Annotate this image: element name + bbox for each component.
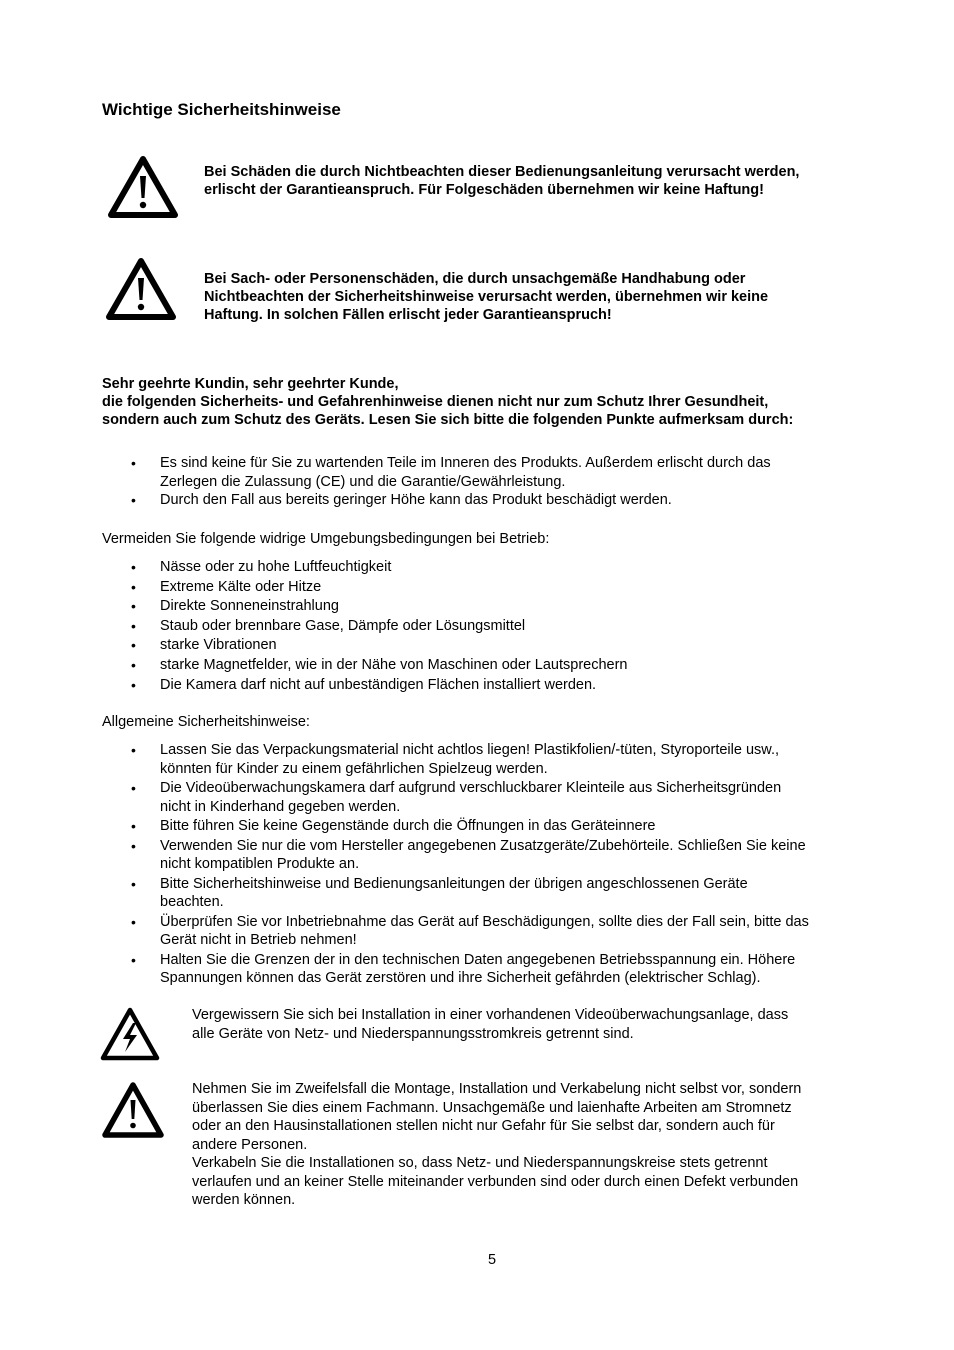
warning-2-line: Haftung. In solchen Fällen erlischt jeder Garantieanspruch! [204,307,612,323]
general-heading: Allgemeine Sicherheitshinweise: [102,714,310,730]
expert-note-line: überlassen Sie dies einem Fachmann. Unsachgemäße und laienhafte Arbeiten am Stromnetz [192,1099,792,1116]
list-item-text: Gerät nicht in Betrieb nehmen! [160,932,357,948]
list-item-text: beachten. [160,894,224,910]
list-item [102,913,902,950]
warning-text-2 [204,270,768,324]
high-voltage-icon [99,1006,161,1062]
warning-2-line: Nichtbeachten der Sicherheitshinweise verursacht werden, übernehmen wir keine [204,289,769,305]
warning-text-1 [204,163,799,199]
list-item-text: • Verwenden Sie nur die vom Hersteller angegebenen Zusatzgeräte/Zubehörteile. Schließen Sie keine [160,837,806,854]
expert-note-line: Nehmen Sie im Zweifelsfall die Montage, Installation und Verkabelung nicht selbst vor, sondern [192,1081,802,1097]
warning-triangle-icon [101,1080,165,1140]
list-item [102,875,902,912]
list-item: • starke Magnetfelder, wie in der Nähe von Maschinen oder Lautsprechern [102,656,902,676]
intro-paragraph [102,375,793,429]
environment-heading: Vermeiden Sie folgende widrige Umgebungsbedingungen bei Betrieb: [102,531,550,547]
list-item-text: • Bitte Sicherheitshinweise und Bedienungsanleitungen der übrigen angeschlossenen Geräte [160,875,748,892]
expert-note [192,1080,801,1210]
intro-line: Sehr geehrte Kundin, sehr geehrter Kunde, [102,376,399,392]
list-item: • Extreme Kälte oder Hitze [102,578,902,598]
list-item-text: könnten für Kinder zu einem gefährlichen Spielzeug werden. [160,760,548,777]
list-item-text: • Bitte führen Sie keine Gegenstände durch die Öffnungen in das Geräteinnere [160,818,656,834]
page-title: Wichtige Sicherheitshinweise [102,100,341,119]
list-item: • starke Vibrationen [102,636,902,656]
warning-triangle-icon [107,154,179,220]
expert-note-line: verlaufen und an keiner Stelle miteinander verbunden sind oder durch einen Defekt verbunden [192,1173,799,1190]
list-item: • Die Kamera darf nicht auf unbeständigen Flächen installiert werden. [102,676,902,696]
list-item-text: • Überprüfen Sie vor Inbetriebnahme das Gerät auf Beschädigungen, sollte dies der Fall sein, bitte das [160,913,809,930]
list-item: • Direkte Sonneneinstrahlung [102,597,902,617]
intro-line: die folgenden Sicherheits- und Gefahrenhinweise dienen nicht nur zum Schutz Ihrer Gesundheit, [102,394,769,410]
list-item-text: • Es sind keine für Sie zu wartenden Teile im Inneren des Produkts. Außerdem erlischt durch das [160,455,771,471]
warning-triangle-icon [105,256,177,322]
page-number: 5 [487,1252,497,1268]
list-item: • Nässe oder zu hohe Luftfeuchtigkeit [102,558,902,578]
electric-note [192,1006,788,1043]
list-item [102,741,902,778]
electric-note-line: Vergewissern Sie sich bei Installation in einer vorhandenen Videoüberwachungsanlage, dass [192,1007,789,1023]
list-item-text: • Lassen Sie das Verpackungsmaterial nicht achtlos liegen! Plastikfolien/-tüten, Styroporteile usw., [160,742,780,758]
general-safety-list [102,741,902,988]
electric-note-line: alle Geräte von Netz- und Niederspannungsstromkreis getrennt sind. [192,1025,634,1042]
warning-1-line: Bei Schäden die durch Nichtbeachten dieser Bedienungsanleitung verursacht werden, [204,164,800,180]
expert-note-line: oder an den Hausinstallationen stellen nicht nur Gefahr für Sie selbst dar, sondern auch für [192,1118,775,1134]
product-notes-list [102,454,902,510]
list-item-text: • Durch den Fall aus bereits geringer Höhe kann das Produkt beschädigt werden. [160,492,672,508]
warning-2-line: Bei Sach- oder Personenschäden, die durch unsachgemäße Handhabung oder [204,271,746,287]
list-item [102,454,902,491]
list-item [102,837,902,874]
environment-list [102,558,902,695]
expert-note-line: andere Personen. [192,1136,308,1153]
expert-note-line: werden können. [192,1192,296,1208]
list-item-text: nicht kompatiblen Produkte an. [160,856,360,872]
list-item-text: • Halten Sie die Grenzen der in den technischen Daten angegebenen Betriebsspannung ein. Höhere [160,951,796,968]
list-item-text: nicht in Kinderhand gegeben werden. [160,798,401,815]
list-item [102,817,902,836]
list-item-text: • Die Videoüberwachungskamera darf aufgrund verschluckbarer Kleinteile aus Sicherheitsgründen [160,780,782,796]
intro-line: sondern auch zum Schutz des Geräts. Lesen Sie sich bitte die folgenden Punkte aufmerksam durch: [102,412,794,428]
list-item: • Staub oder brennbare Gase, Dämpfe oder Lösungsmittel [102,617,902,637]
list-item [102,951,902,988]
list-item [102,491,902,510]
warning-1-line: erlischt der Garantieanspruch. Für Folgeschäden übernehmen wir keine Haftung! [204,182,764,198]
list-item [102,779,902,816]
expert-note-line: Verkabeln Sie die Installationen so, dass Netz- und Niederspannungskreise stets getrennt [192,1155,768,1171]
list-item-text: Spannungen können das Gerät zerstören und ihre Sicherheit gefährden (elektrischer Schlag). [160,970,761,986]
list-item-text: Zerlegen die Zulassung (CE) und die Garantie/Gewährleistung. [160,473,566,490]
